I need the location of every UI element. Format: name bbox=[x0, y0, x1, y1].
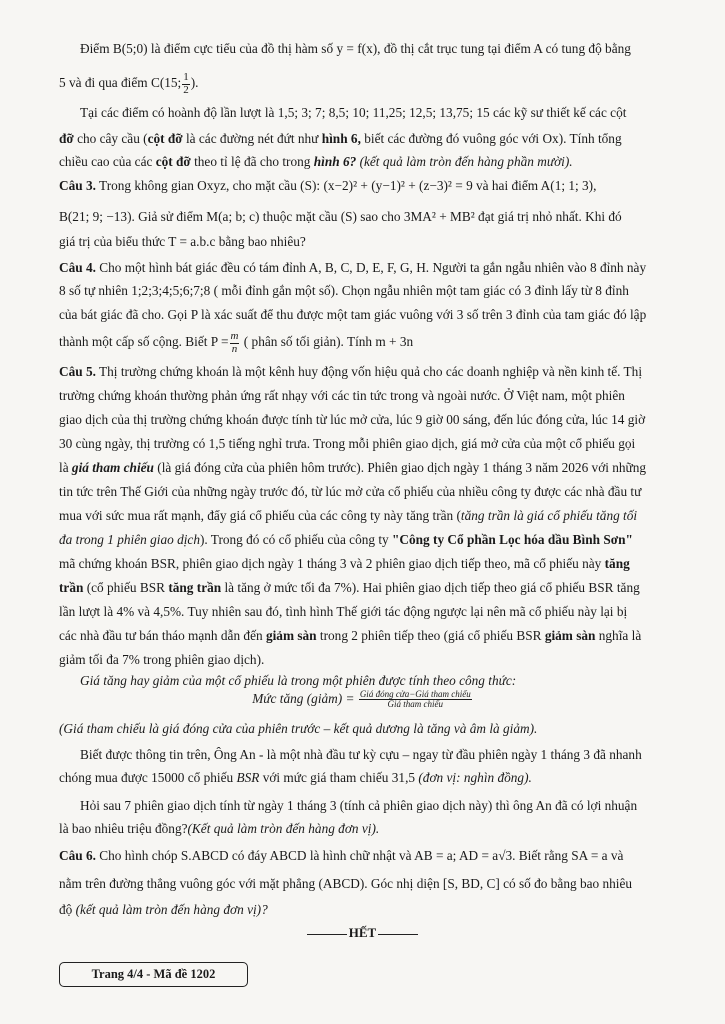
divider bbox=[378, 934, 418, 935]
divider bbox=[307, 934, 347, 935]
question-5-label: Câu 5. bbox=[59, 364, 96, 379]
question-4-label: Câu 4. bbox=[59, 260, 96, 275]
page-footer: Trang 4/4 - Mã đề 1202 bbox=[59, 962, 248, 987]
question-6-label: Câu 6. bbox=[59, 848, 96, 863]
question-3-label: Câu 3. bbox=[59, 178, 96, 193]
end-mark: HẾT bbox=[0, 926, 725, 939]
price-change-formula: Mức tăng (giảm) = $\frac{\text{Giá đóng cửa−Giá tham chiếu}}{\text{Giá tham chiếu}}$ bbox=[252, 689, 471, 710]
fraction-m-over-n: $\frac{m}{n}$ bbox=[230, 330, 239, 355]
fraction-one-half: $\frac{1}{2}$ bbox=[183, 71, 189, 96]
